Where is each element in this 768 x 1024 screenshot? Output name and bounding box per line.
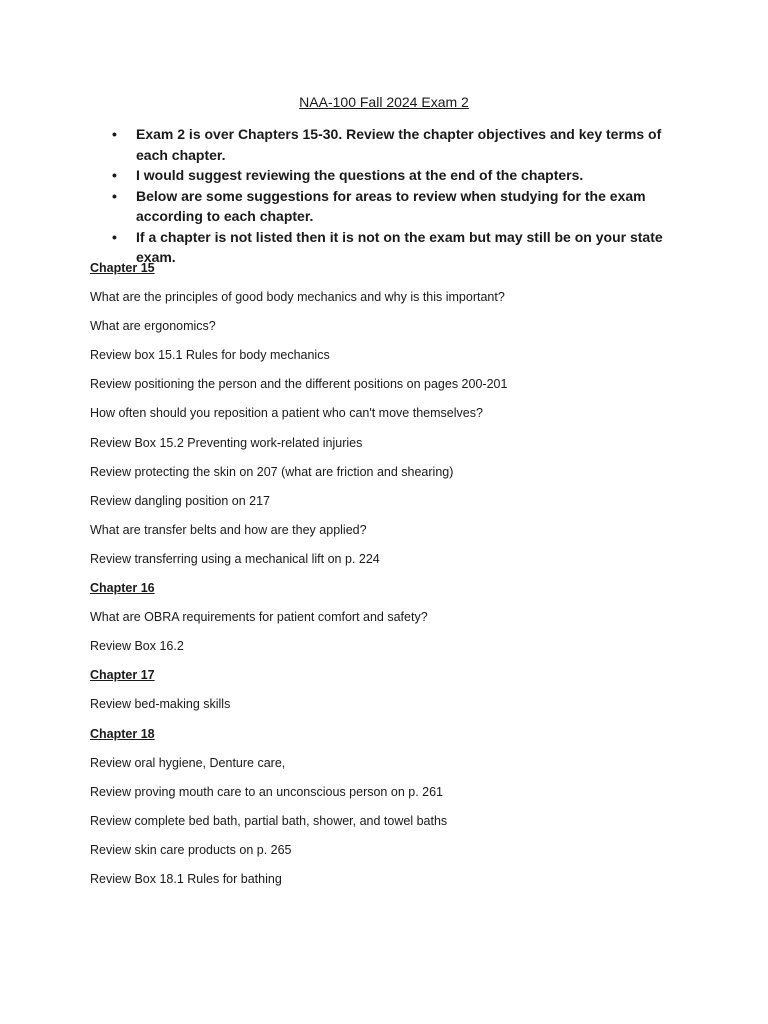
chapter-section	[90, 574, 710, 661]
review-line: What are OBRA requirements for patient comfort and safety?	[90, 610, 428, 625]
chapter-section	[90, 661, 710, 719]
review-line: Review bed-making skills	[90, 697, 231, 712]
instruction-item: • I would suggest reviewing the questions at the end of the chapters.	[90, 165, 690, 186]
review-line: Review protecting the skin on 207 (what are friction and shearing)	[90, 464, 454, 479]
review-line: Review dangling position on 217	[90, 493, 270, 508]
chapter-section	[90, 720, 710, 895]
instruction-list	[90, 124, 690, 268]
review-line: Review Box 15.2 Preventing work-related injuries	[90, 435, 363, 450]
chapter-heading: Chapter 16	[90, 581, 155, 596]
chapter-review-list	[90, 254, 710, 894]
review-line: Review skin care products on p. 265	[90, 842, 292, 857]
chapter-section	[90, 254, 710, 574]
review-line: Review oral hygiene, Denture care,	[90, 755, 286, 770]
instruction-item: • Below are some suggestions for areas to review when studying for the exam according to each chapter.	[90, 186, 690, 227]
review-line: Review complete bed bath, partial bath, shower, and towel baths	[90, 813, 448, 828]
review-line: Review transferring using a mechanical lift on p. 224	[90, 551, 380, 566]
chapter-heading: Chapter 17	[90, 668, 155, 683]
review-line: Review Box 16.2	[90, 639, 184, 654]
review-line: What are the principles of good body mechanics and why is this important?	[90, 290, 505, 305]
review-line: Review proving mouth care to an unconscious person on p. 261	[90, 784, 443, 799]
review-line: What are ergonomics?	[90, 319, 216, 334]
instruction-item: • If a chapter is not listed then it is not on the exam but may still be on your state exam.	[90, 227, 690, 268]
chapter-heading: Chapter 15	[90, 261, 155, 275]
review-line: How often should you reposition a patient who can't move themselves?	[90, 406, 483, 421]
review-line: Review box 15.1 Rules for body mechanics	[90, 348, 330, 363]
review-line: Review positioning the person and the different positions on pages 200-201	[90, 377, 508, 392]
document-title: NAA-100 Fall 2024 Exam 2	[299, 94, 469, 110]
review-line: What are transfer belts and how are they applied?	[90, 522, 367, 537]
chapter-heading: Chapter 18	[90, 726, 155, 741]
review-line: Review Box 18.1 Rules for bathing	[90, 871, 282, 886]
instruction-item: • Exam 2 is over Chapters 15-30. Review the chapter objectives and key terms of each chapter.	[90, 124, 690, 165]
